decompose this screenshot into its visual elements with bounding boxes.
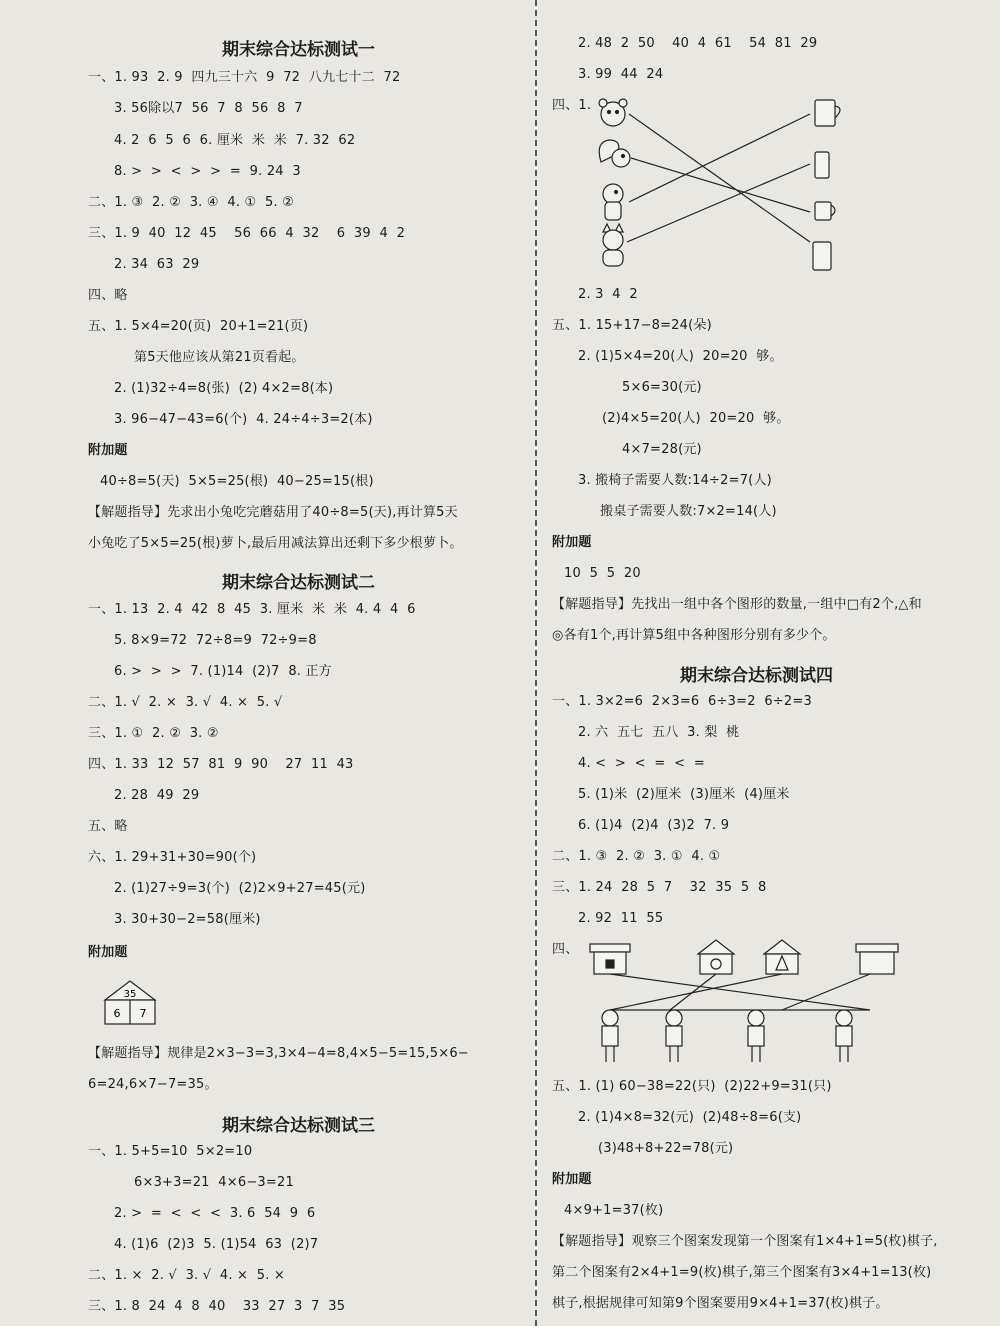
test2-line: 二、1. √ 2. × 3. √ 4. × 5. √ (88, 695, 283, 710)
test2-extra-label: 附加题 (88, 945, 128, 960)
house-figure (100, 978, 160, 1028)
test3-line: 3. 99 44 24 (578, 67, 664, 82)
test4-line: 三、1. 24 28 5 7 32 35 5 8 (552, 880, 767, 895)
test4-guide: 棋子,根据规律可知第9个图案要用9×4+1=37(枚)棋子。 (552, 1296, 889, 1311)
test3-line: 三、1. 8 24 4 8 40 33 27 3 7 35 (88, 1299, 346, 1314)
animal-cup-matching-figure (595, 92, 865, 277)
test4-line: 二、1. ③ 2. ② 3. ① 4. ① (552, 849, 721, 864)
test2-line: 6. > > > 7. (1)14 (2)7 8. 正方 (114, 664, 332, 679)
test4-q5-line: 五、1. (1) 60−38=22(只) (2)22+9=31(只) (552, 1079, 832, 1094)
test1-line: 4. 2 6 5 6 6. 厘米 米 米 7. 32 62 (114, 133, 356, 148)
test4-line: 4. < > < = < = (578, 756, 706, 771)
test2-guide: 6=24,6×7−7=35。 (88, 1077, 218, 1092)
test4-line: 一、1. 3×2=6 2×3=6 6÷3=2 6÷2=3 (552, 694, 812, 709)
test2-line: 五、略 (88, 819, 128, 834)
test4-line: 2. 六 五七 五八 3. 梨 桃 (578, 725, 740, 740)
house-tree-icon (764, 940, 800, 974)
q5-line: (2)4×5=20(人) 20=20 够。 (602, 411, 790, 426)
squirrel-icon (599, 140, 630, 167)
house-right-number: 7 (139, 1007, 147, 1020)
test1-line: 3. 56除以7 56 7 8 56 8 7 (114, 101, 303, 116)
column-divider (535, 0, 537, 1326)
matching-lines (627, 114, 810, 242)
extra-answer: 10 5 5 20 (564, 566, 641, 581)
test4-title: 期末综合达标测试四 (680, 666, 833, 686)
test3-line: 一、1. 5+5=10 5×2=10 (88, 1144, 253, 1159)
test4-line: 2. 92 11 55 (578, 911, 664, 926)
q5-line: 搬桌子需要人数:7×2=14(人) (600, 504, 777, 519)
test1-guide: 小兔吃了5×5=25(根)萝卜,最后用减法算出还剩下多少根萝卜。 (88, 536, 463, 551)
test1-guide: 【解题指导】先求出小兔吃完蘑菇用了40÷8=5(天),再计算5天 (88, 505, 458, 520)
test4-q4-label: 四、 (552, 942, 579, 957)
test2-line: 2. 28 49 29 (114, 788, 200, 803)
q5-line: 4×7=28(元) (622, 442, 702, 457)
test2-line: 三、1. ① 2. ② 3. ② (88, 726, 219, 741)
test4-extra-label: 附加题 (552, 1172, 592, 1187)
test4-guide: 第二个图案有2×4+1=9(枚)棋子,第三个图案有3×4+1=13(枚) (552, 1265, 932, 1280)
test1-line: 三、1. 9 40 12 45 56 66 4 32 6 39 4 2 (88, 226, 406, 241)
test1-line: 8. > > < > > = 9. 24 3 (114, 164, 301, 179)
extra-label: 附加题 (552, 535, 592, 550)
test3-line: 2. > = < < < 3. 6 54 9 6 (114, 1206, 316, 1221)
test4-q5-line: (3)48+8+22=78(元) (598, 1141, 734, 1156)
test2-line: 四、1. 33 12 57 81 9 90 27 11 43 (88, 757, 354, 772)
test4-line: 5. (1)米 (2)厘米 (3)厘米 (4)厘米 (578, 787, 790, 802)
test1-line: 二、1. ③ 2. ② 3. ④ 4. ① 5. ② (88, 195, 295, 210)
test4-extra-answer: 4×9+1=37(枚) (564, 1203, 664, 1218)
bear-icon (599, 99, 627, 126)
test1-line: 一、1. 93 2. 9 四九三十六 9 72 八九七十二 72 (88, 70, 401, 85)
test3-q4-label: 四、1. (552, 98, 592, 113)
matching-lines (610, 974, 870, 1010)
test2-guide: 【解题指导】规律是2×3−3=3,3×4−4=8,4×5−5=15,5×6− (88, 1046, 469, 1061)
q5-line: 5×6=30(元) (622, 380, 702, 395)
test1-line: 四、略 (88, 288, 128, 303)
test3-title: 期末综合达标测试三 (222, 1116, 375, 1136)
child-icon (602, 1010, 852, 1062)
house-roof-number: 35 (123, 989, 137, 1000)
q5-line: 五、1. 15+17−8=24(朵) (552, 318, 712, 333)
extra-guide: 【解题指导】先找出一组中各个图形的数量,一组中□有2个,△和 (552, 597, 922, 612)
test2-line: 5. 8×9=72 72÷8=9 72÷9=8 (114, 633, 317, 648)
test2-line: 六、1. 29+31+30=90(个) (88, 850, 257, 865)
buildings-children-matching-figure (570, 938, 910, 1068)
test3-line: 4. (1)6 (2)3 5. (1)54 63 (2)7 (114, 1237, 319, 1252)
test2-line: 2. (1)27÷9=3(个) (2)2×9+27=45(元) (114, 881, 366, 896)
test4-q5-line: 2. (1)4×8=32(元) (2)48÷8=6(支) (578, 1110, 802, 1125)
test3-line: 二、1. × 2. √ 3. √ 4. × 5. × (88, 1268, 285, 1283)
building-icon (590, 944, 630, 974)
house-target-icon (698, 940, 734, 974)
test4-guide: 【解题指导】观察三个图案发现第一个图案有1×4+1=5(枚)棋子, (552, 1234, 938, 1249)
q4-answer-2: 2. 3 4 2 (578, 287, 638, 302)
test1-line: 2. (1)32÷4=8(张) (2) 4×2=8(本) (114, 381, 334, 396)
box-building-icon (856, 944, 898, 974)
cup-icon (813, 100, 840, 270)
q5-line: 2. (1)5×4=20(人) 20=20 够。 (578, 349, 783, 364)
test2-line: 3. 30+30−2=58(厘米) (114, 912, 261, 927)
dog-icon (603, 184, 623, 220)
test2-title: 期末综合达标测试二 (222, 573, 375, 593)
test4-line: 6. (1)4 (2)4 (3)2 7. 9 (578, 818, 730, 833)
test1-line: 40÷8=5(天) 5×5=25(根) 40−25=15(根) (100, 474, 374, 489)
test1-extra-label: 附加题 (88, 443, 128, 458)
extra-guide: ◎各有1个,再计算5组中各种图形分别有多少个。 (552, 628, 836, 643)
house-left-number: 6 (113, 1007, 121, 1020)
test3-line: 2. 48 2 50 40 4 61 54 81 29 (578, 36, 818, 51)
cat-icon (603, 224, 623, 266)
test1-title: 期末综合达标测试一 (222, 40, 375, 60)
test1-line: 2. 34 63 29 (114, 257, 200, 272)
test3-line: 6×3+3=21 4×6−3=21 (134, 1175, 294, 1190)
q5-line: 3. 搬椅子需要人数:14÷2=7(人) (578, 473, 772, 488)
test1-line: 第5天他应该从第21页看起。 (134, 350, 305, 365)
test1-line: 3. 96−47−43=6(个) 4. 24÷4÷3=2(本) (114, 412, 373, 427)
test1-line: 五、1. 5×4=20(页) 20+1=21(页) (88, 319, 309, 334)
test2-line: 一、1. 13 2. 4 42 8 45 3. 厘米 米 米 4. 4 4 6 (88, 602, 416, 617)
